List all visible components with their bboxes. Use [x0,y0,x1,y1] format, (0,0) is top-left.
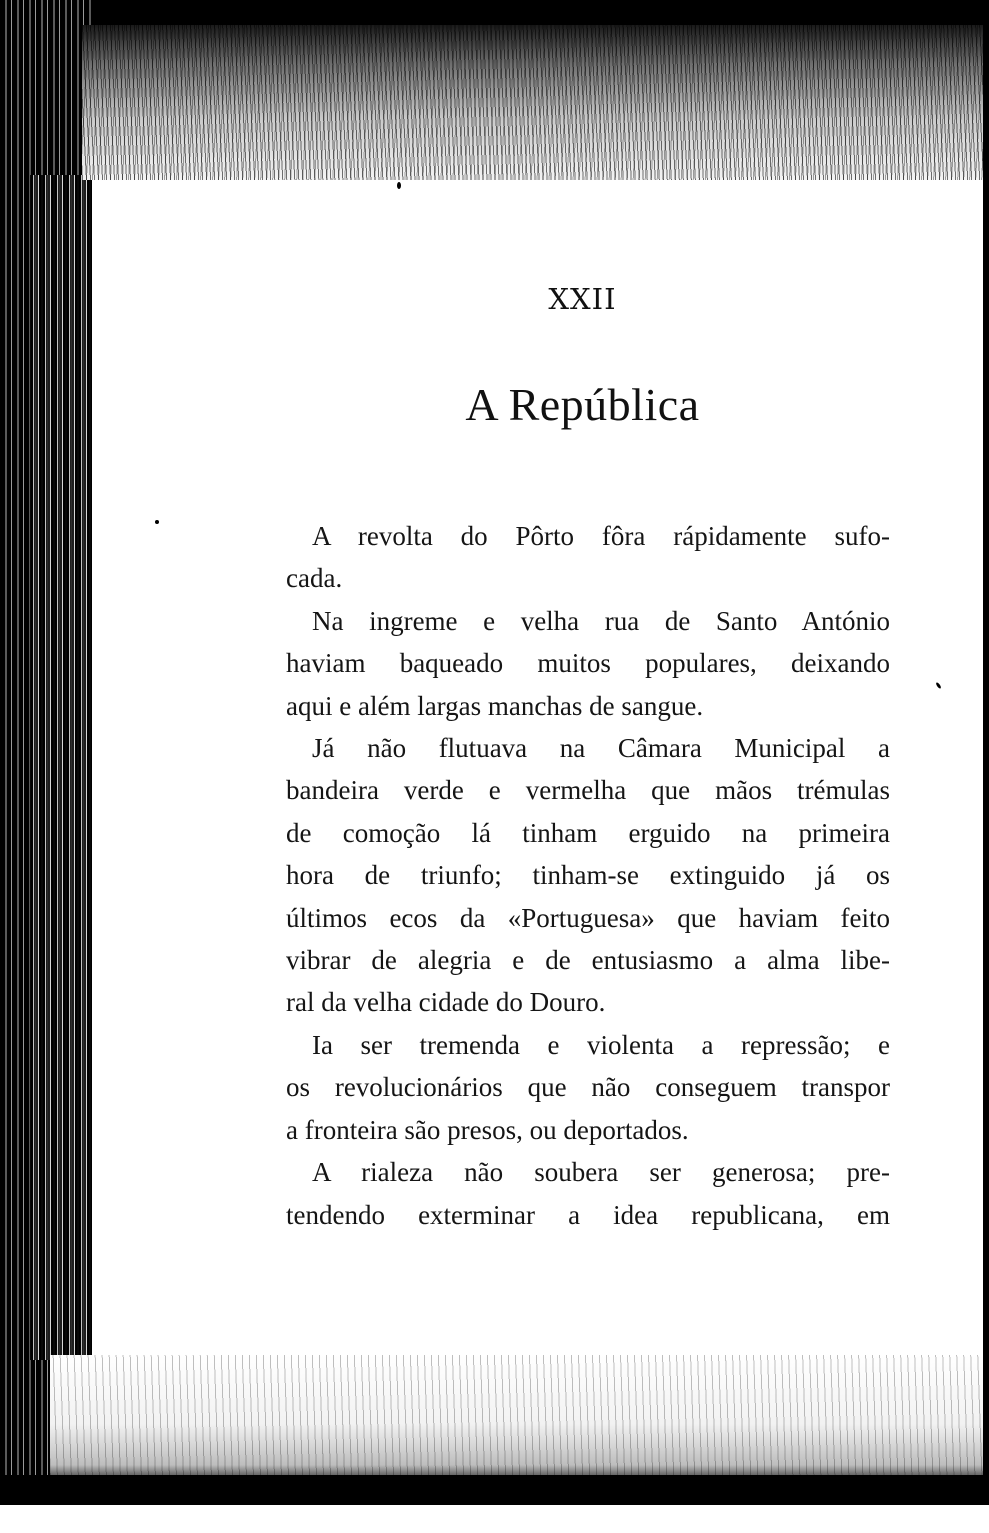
text-line: cada. [286,563,343,594]
text-line: A rialeza não soubera ser generosa; pre- [312,1157,890,1188]
body-text [286,515,890,1236]
scan-noise-bottom [50,1355,989,1480]
scan-border-top [0,0,989,25]
text-line: Na ingreme e velha rua de Santo António [312,605,890,636]
text-line: ral da velha cidade do Douro. [286,987,606,1018]
text-line: vibrar de alegria e de entusiasmo a alma libe- [286,945,890,976]
text-line: hora de triunfo; tinham-se extinguido já os [286,860,890,891]
speck [397,182,401,189]
paragraph-3 [286,727,890,1024]
text-line: a fronteira são presos, ou deportados. [286,1114,689,1145]
text-line: Ia ser tremenda e violenta a repressão; e [312,1029,890,1060]
scan-noise-top [82,25,987,180]
paragraph-2 [286,600,890,727]
speck [985,180,988,230]
text-line: tendendo exterminar a idea republicana, em [286,1199,890,1230]
text-line: os revolucionários que não conseguem transpor [286,1072,890,1103]
text-line: últimos ecos da «Portuguesa» que haviam feito [286,902,890,933]
scan-margin-bottom [0,1505,989,1533]
text-line: aqui e além largas manchas de sangue. [286,690,704,721]
book-binding-pages [30,175,92,1360]
scan-border-bottom [0,1475,989,1505]
text-line: haviam baqueado muitos populares, deixando [286,648,890,679]
paragraph-4 [286,1024,890,1151]
text-line: de comoção lá tinham erguido na primeira [286,817,890,848]
text-line: bandeira verde e vermelha que mãos trémulas [286,775,890,806]
speck [155,520,159,524]
paragraph-5 [286,1151,890,1236]
chapter-number: XXII [548,282,617,316]
chapter-title: A República [465,379,700,430]
text-line: Já não flutuava na Câmara Municipal a [312,733,890,764]
paragraph-1 [286,515,890,600]
scan-border-right [983,25,989,1505]
text-line: A revolta do Pôrto fôra rápidamente sufo- [312,521,890,551]
